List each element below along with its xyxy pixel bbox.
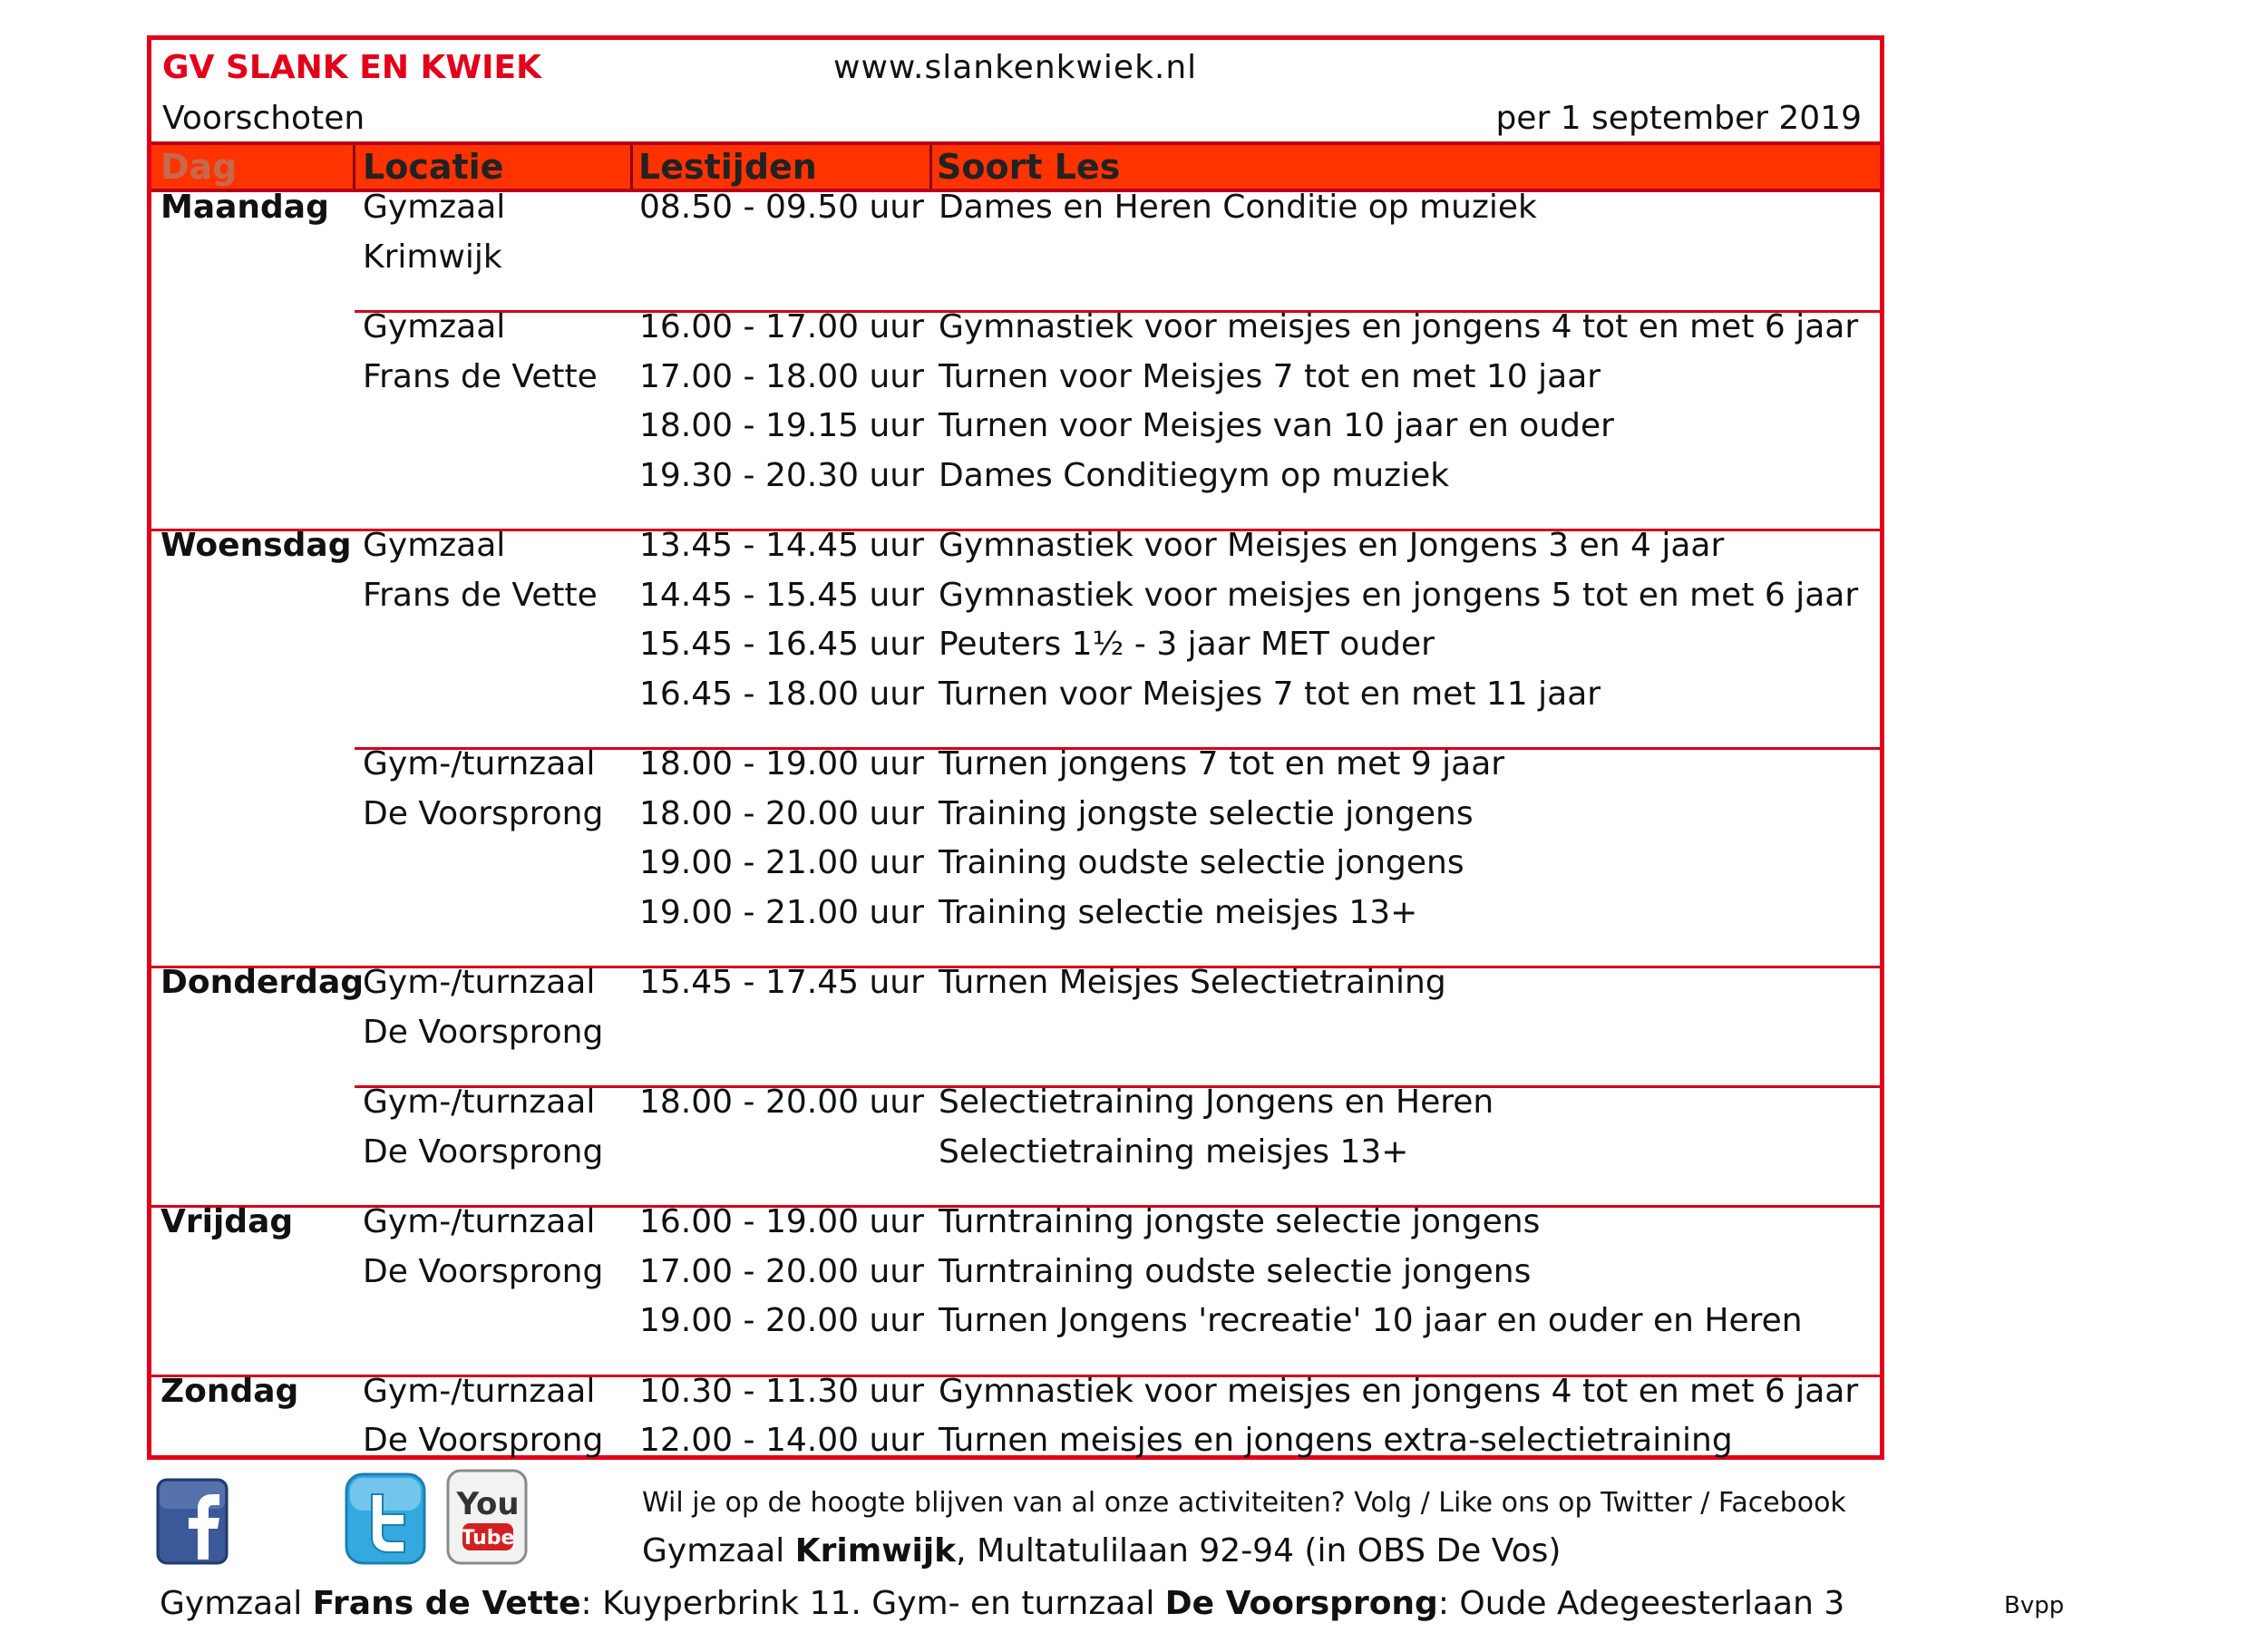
lesson-time: 18.00 - 19.15 uur <box>639 407 924 444</box>
footer-text: , Multatulilaan 92-94 (in OBS De Vos) <box>956 1532 1562 1569</box>
youtube-logo <box>446 1469 530 1567</box>
lesson-time: 10.30 - 11.30 uur <box>639 1372 924 1410</box>
lesson-type: Turnen jongens 7 tot en met 9 jaar <box>939 745 1505 782</box>
twitter-icon[interactable] <box>345 1471 428 1567</box>
lesson-type: Peuters 1½ - 3 jaar MET ouder <box>939 626 1435 663</box>
col-header-location: Locatie <box>363 147 504 187</box>
lesson-type: Turnen voor Meisjes 7 tot en met 11 jaar <box>939 675 1601 713</box>
lesson-time: 15.45 - 16.45 uur <box>639 626 924 663</box>
lesson-type: Training oudste selectie jongens <box>939 844 1464 881</box>
twitter-logo <box>345 1471 428 1567</box>
lesson-type: Turnen voor Meisjes 7 tot en met 10 jaar <box>939 357 1601 395</box>
lesson-type: Gymnastiek voor Meisjes en Jongens 3 en 4 jaar <box>939 527 1725 564</box>
lesson-type: Dames Conditiegym op muziek <box>939 456 1450 494</box>
lesson-time: 18.00 - 20.00 uur <box>639 794 924 832</box>
lesson-time: 19.00 - 21.00 uur <box>639 844 924 881</box>
footer-text: : Kuyperbrink 11. Gym- en turnzaal <box>580 1585 1165 1622</box>
lesson-time: 19.30 - 20.30 uur <box>639 456 924 494</box>
col-header-day: Dag <box>161 147 238 187</box>
location-line: Frans de Vette <box>363 576 598 614</box>
lesson-type: Dames en Heren Conditie op muziek <box>939 189 1537 226</box>
header-divider <box>929 145 932 189</box>
location-line: Gym-/turnzaal <box>363 1372 596 1410</box>
location-line: De Voorsprong <box>363 1013 604 1051</box>
youtube-top-text: You <box>456 1486 520 1522</box>
footer-text: : Oude Adegeesterlaan 3 <box>1437 1585 1845 1622</box>
youtube-bottom-text: Tube <box>461 1527 515 1550</box>
location-line: Gym-/turnzaal <box>363 1203 596 1240</box>
lesson-time: 19.00 - 20.00 uur <box>639 1302 924 1339</box>
location-line: Gymzaal <box>363 527 506 564</box>
day-label: Donderdag <box>161 964 365 1001</box>
location-line: Frans de Vette <box>363 357 598 395</box>
lesson-time: 16.00 - 19.00 uur <box>639 1203 924 1240</box>
location-line: De Voorsprong <box>363 1252 604 1290</box>
lesson-time: 19.00 - 21.00 uur <box>639 893 924 931</box>
location-line: De Voorsprong <box>363 1422 604 1459</box>
lesson-time: 12.00 - 14.00 uur <box>639 1422 924 1459</box>
location-line: Gym-/turnzaal <box>363 964 596 1001</box>
lesson-type: Selectietraining Jongens en Heren <box>939 1084 1494 1121</box>
footer-venue-name: De Voorsprong <box>1164 1585 1438 1622</box>
lesson-type: Turnen meisjes en jongens extra-selectietraining <box>939 1422 1733 1459</box>
lesson-type: Gymnastiek voor meisjes en jongens 4 tot en met 6 jaar <box>939 308 1859 345</box>
date-line: per 1 september 2019 <box>1495 100 1862 137</box>
footer-text: Gymzaal <box>160 1585 313 1622</box>
day-label: Vrijdag <box>161 1203 294 1240</box>
lesson-type: Turnen voor Meisjes van 10 jaar en ouder <box>939 407 1614 444</box>
footer-line-1 <box>642 1532 1561 1569</box>
lesson-time: 18.00 - 20.00 uur <box>639 1084 924 1121</box>
lesson-time: 18.00 - 19.00 uur <box>639 745 924 782</box>
lesson-time: 17.00 - 18.00 uur <box>639 357 924 395</box>
lesson-type: Gymnastiek voor meisjes en jongens 4 tot en met 6 jaar <box>939 1372 1859 1410</box>
lesson-type: Turnen Meisjes Selectietraining <box>939 964 1446 1001</box>
location-line: De Voorsprong <box>363 1132 604 1171</box>
facebook-icon[interactable] <box>156 1476 230 1567</box>
footer-line-2 <box>160 1585 1844 1622</box>
schedule-sheet <box>147 35 1884 1460</box>
location-line: Krimwijk <box>363 238 502 276</box>
col-header-lesson-type: Soort Les <box>937 147 1121 187</box>
header-divider <box>630 145 633 189</box>
footer-venue-name: Frans de Vette <box>312 1585 581 1622</box>
day-label: Maandag <box>161 189 329 226</box>
location-line: De Voorsprong <box>363 794 604 832</box>
lesson-time: 15.45 - 17.45 uur <box>639 964 924 1001</box>
youtube-icon[interactable] <box>446 1469 530 1567</box>
lesson-type: Turntraining jongste selectie jongens <box>939 1203 1541 1240</box>
initials-mark: Bvpp <box>2004 1592 2065 1619</box>
location-line: Gymzaal <box>363 189 506 226</box>
city-label: Voorschoten <box>162 100 365 137</box>
col-header-times: Lestijden <box>638 147 817 187</box>
website-link[interactable]: www.slankenkwiek.nl <box>833 49 1198 86</box>
footer-text: Gymzaal <box>642 1532 795 1569</box>
lesson-time: 14.45 - 15.45 uur <box>639 576 924 614</box>
lesson-time: 08.50 - 09.50 uur <box>639 189 924 226</box>
location-line: Gymzaal <box>363 308 506 345</box>
day-label: Zondag <box>161 1372 299 1410</box>
facebook-logo <box>156 1476 230 1567</box>
follow-text: Wil je op de hoogte blijven van al onze activiteiten? Volg / Like ons op Twitter / Facebook <box>642 1487 1846 1519</box>
lesson-time: 16.45 - 18.00 uur <box>639 675 924 713</box>
footer-venue-name: Krimwijk <box>794 1532 957 1569</box>
lesson-type: Turnen Jongens 'recreatie' 10 jaar en ouder en Heren <box>939 1302 1803 1339</box>
lesson-type: Training selectie meisjes 13+ <box>939 893 1418 931</box>
location-line: Gym-/turnzaal <box>363 1084 596 1121</box>
lesson-time: 13.45 - 14.45 uur <box>639 527 924 564</box>
header-divider <box>353 145 355 189</box>
location-line: Gym-/turnzaal <box>363 745 596 782</box>
lesson-type: Selectietraining meisjes 13+ <box>939 1132 1409 1171</box>
lesson-time: 16.00 - 17.00 uur <box>639 308 924 345</box>
lesson-type: Gymnastiek voor meisjes en jongens 5 tot en met 6 jaar <box>939 576 1859 614</box>
table-header <box>151 141 1880 192</box>
lesson-type: Turntraining oudste selectie jongens <box>939 1252 1532 1290</box>
club-name: GV SLANK EN KWIEK <box>162 49 541 86</box>
lesson-time: 17.00 - 20.00 uur <box>639 1252 924 1290</box>
day-label: Woensdag <box>161 527 352 564</box>
lesson-type: Training jongste selectie jongens <box>939 794 1474 832</box>
